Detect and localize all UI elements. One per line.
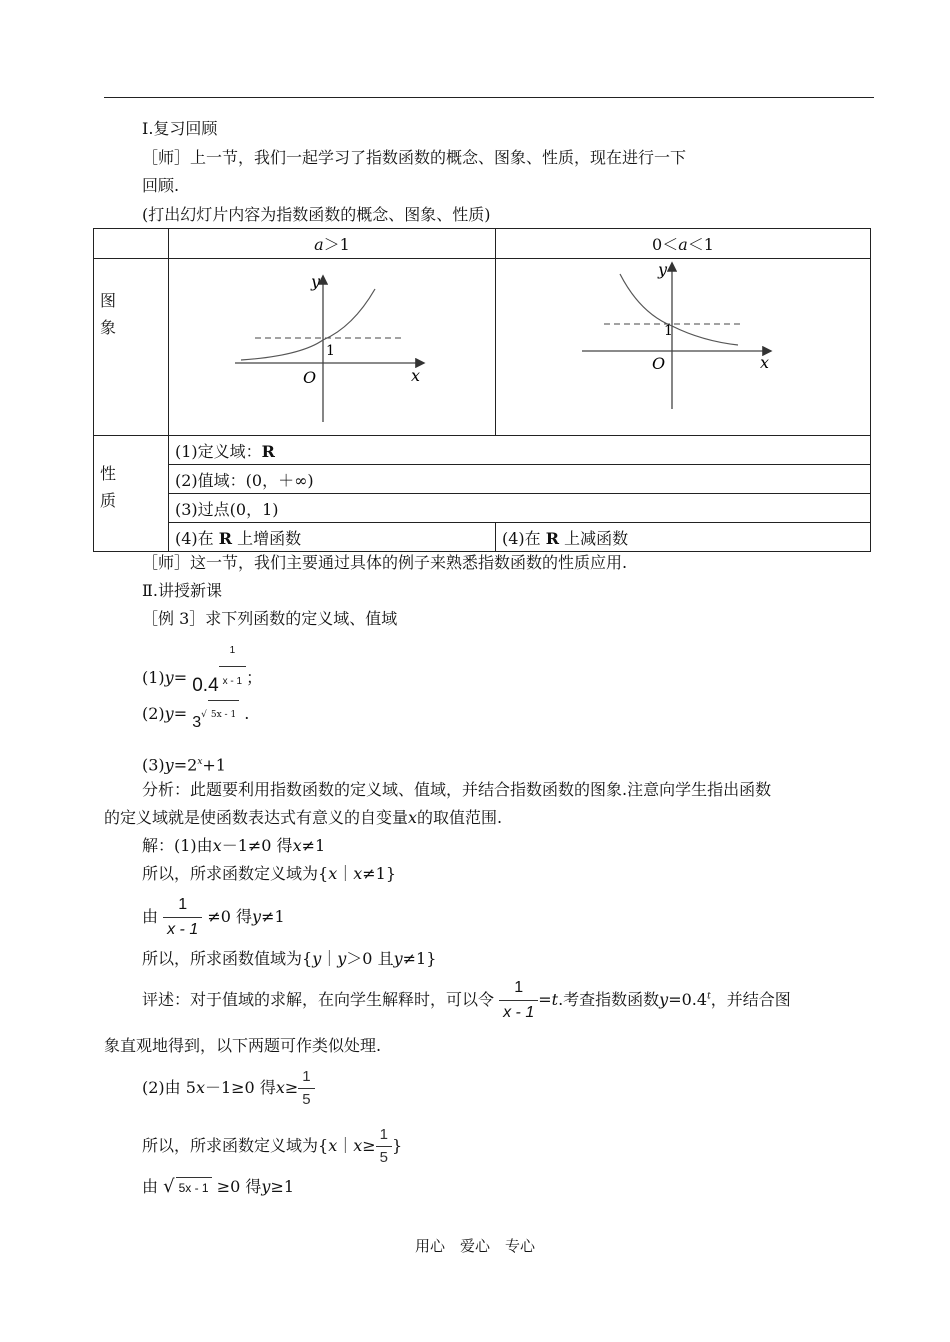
one-label: 1 [326,343,335,359]
props-row-label: 性 质 [94,436,169,552]
graph-increasing-cell [169,259,496,436]
curve-a-greater-1 [241,289,375,360]
range-step-1: 由 $\frac{1}{x - 1}$ ≠0 得y≠1 [142,893,285,942]
teacher-intro: ［师］上一节，我们一起学习了指数函数的概念、图象、性质，现在进行一下 [142,148,687,167]
review-heading: Ⅰ.复习回顾 [142,119,218,138]
domain-result-2: 所以，所求函数定义域为{x｜x≥ $\frac{1}{5}$ } [142,1124,402,1169]
solution-1: 解：(1)由x－1≠0 得x≠1 [142,836,326,855]
teacher-intro-cont: 回顾. [142,176,180,195]
header-a-between-0-1: 0＜a＜1 [496,229,871,259]
prop-decreasing: (4)在 R 上减函数 [496,523,871,552]
x-label: x [411,366,421,385]
example-3: ［例 3］求下列函数的定义域、值域 [142,609,398,628]
y-label: y [311,272,321,291]
origin-label: O [652,354,666,373]
one-label: 1 [664,323,673,339]
curve-a-between-0-1 [620,274,738,345]
prop-fixed-point: (3)过点(0，1) [169,494,871,523]
question-3: $(3)y=2^x+1$ [142,755,226,775]
solution-2: (2)由 5x－1≥0 得x≥ $\frac{1}{5}$ [142,1066,315,1111]
prop-range: (2)值域：(0，＋∞) [169,465,871,494]
prop-domain: (1)定义域：R [169,436,871,465]
decreasing-exponential-graph [502,259,865,431]
range-result-1: 所以，所求函数值域为{y｜y＞0 且y≠1} [142,949,437,968]
x-label: x [760,353,770,372]
range-step-2: 由 √ 5x - 1 ≥0 得y≥1 [142,1176,295,1197]
prop-increasing: (4)在 R 上增函数 [169,523,496,552]
slide-note: (打出幻灯片内容为指数函数的概念、图象、性质) [142,205,491,224]
analysis-paragraph: 分析：此题要利用指数函数的定义域、值域，并结合指数函数的图象.注意向学生指出函数 [142,780,772,799]
domain-result-1: 所以，所求函数定义域为{x｜x≠1} [142,864,397,883]
analysis-paragraph-cont: 的定义域就是使函数表达式有意义的自变量x的取值范围. [104,808,503,827]
question-1: (1)y= 0.4 $\frac{1}{x - 1}$ ； [142,645,263,696]
graph-decreasing-cell [496,259,871,436]
y-label: y [658,260,668,279]
question-2: (2)y= 3√ 5x - 1 . [142,700,249,731]
comment-paragraph: 评述：对于值域的求解，在向学生解释时，可以令 $\frac{1}{x - 1}$ =t.考查指数函数$y=0.4^t$，并结合图 [142,976,791,1025]
page-footer: 用心 爱心 专心 [414,1238,535,1255]
increasing-exponential-graph [175,259,490,431]
exponential-properties-table [93,228,871,552]
header-a-greater-1: a＞1 [169,229,496,259]
new-lesson-heading: Ⅱ.讲授新课 [142,581,222,600]
teacher-focus: ［师］这一节，我们主要通过具体的例子来熟悉指数函数的性质应用. [142,553,628,572]
graph-row-label: 图 象 [94,259,169,436]
origin-label: O [303,368,317,387]
comment-paragraph-cont: 象直观地得到，以下两题可作类似处理. [104,1036,382,1055]
header-rule [104,97,874,98]
corner-cell [94,229,169,259]
